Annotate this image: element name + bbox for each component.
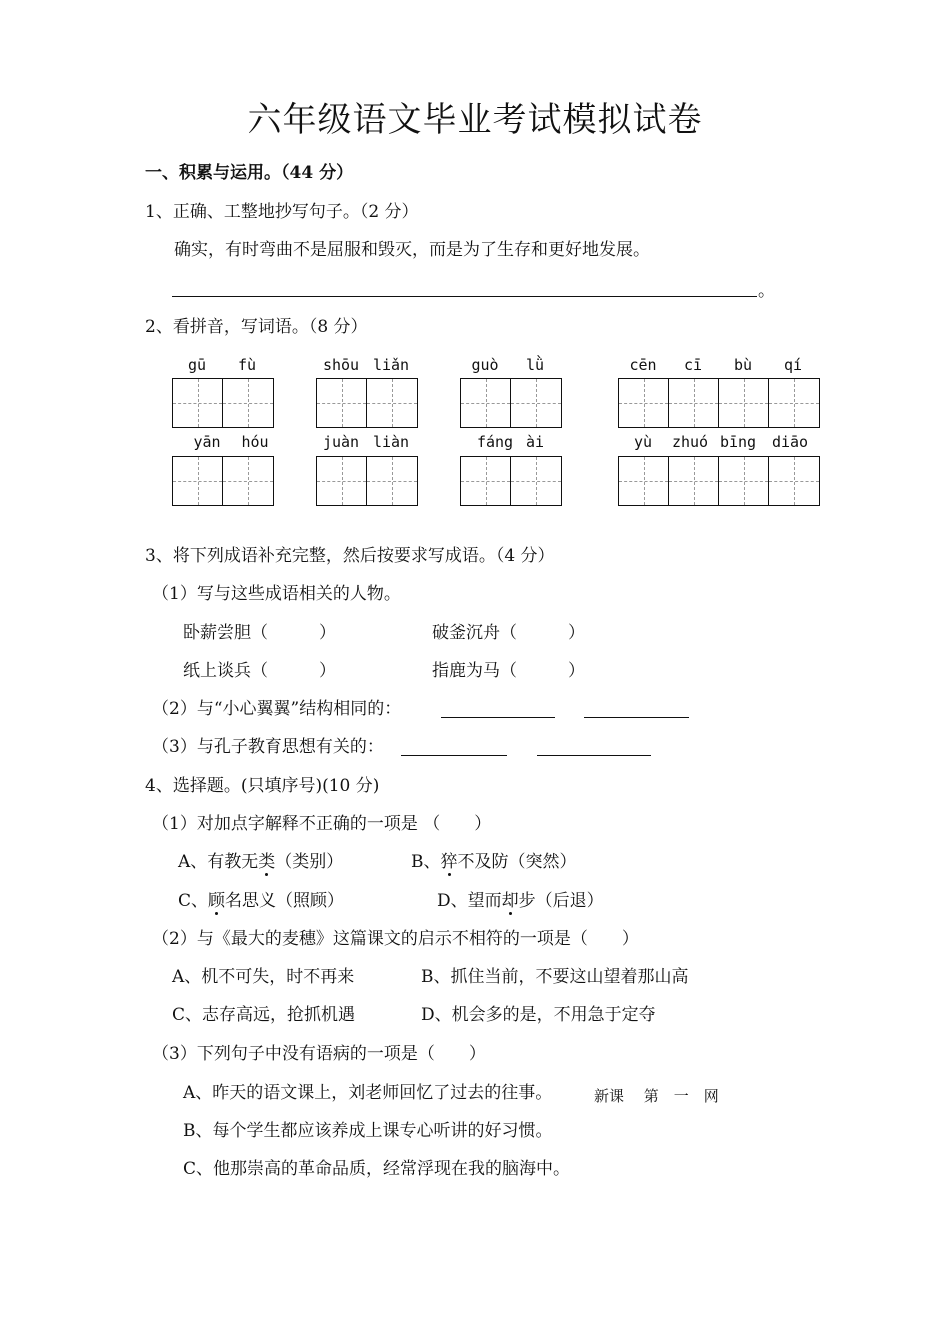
dotted-character: 却 [501, 891, 519, 911]
character-grid[interactable] [618, 378, 820, 428]
option-c[interactable] [178, 890, 344, 912]
pinyin-label: gū [187, 356, 207, 374]
pinyin-label: juàn [322, 433, 360, 451]
sub-question: （3）下列句子中没有语病的一项是（ ） [152, 1044, 486, 1064]
pinyin-label: bù [733, 356, 753, 374]
option-a[interactable]: A、机不可失，时不再来 [172, 967, 355, 987]
sub-question: （2）与“小心翼翼”结构相同的： [152, 699, 402, 719]
character-cell[interactable] [719, 457, 769, 505]
option-text: 不及防（突然） [457, 852, 577, 872]
character-cell[interactable] [367, 457, 417, 505]
dotted-character: 类 [258, 852, 276, 872]
character-grid[interactable] [460, 378, 562, 428]
answer-line[interactable] [172, 296, 757, 297]
sub-question: （3）与孔子教育思想有关的： [152, 737, 384, 757]
sub-question: （2）与《最大的麦穗》这篇课文的启示不相符的一项是（ ） [152, 929, 639, 949]
idiom-blank[interactable]: 指鹿为马（ ） [432, 661, 585, 681]
character-cell[interactable] [461, 457, 511, 505]
pinyin-label: cī [683, 356, 703, 374]
character-cell[interactable] [719, 379, 769, 427]
character-cell[interactable] [619, 379, 669, 427]
idiom-blank[interactable]: 破釜沉舟（ ） [432, 623, 585, 643]
answer-line[interactable] [401, 755, 507, 756]
sub-question: （1）对加点字解释不正确的一项是 （ ） [152, 814, 492, 834]
section-heading: 一、积累与运用。（44 分） [145, 163, 354, 183]
answer-line[interactable] [584, 717, 689, 718]
character-grid[interactable] [460, 456, 562, 506]
pinyin-label: cēn [629, 356, 657, 374]
question-1-prompt: 1、正确、工整地抄写句子。（2 分） [145, 202, 419, 222]
character-grid[interactable] [618, 456, 820, 506]
question-1-sentence: 确实，有时弯曲不是屈服和毁灭，而是为了生存和更好地发展。 [174, 240, 650, 260]
pinyin-label: qí [783, 356, 803, 374]
pinyin-label: fù [237, 356, 257, 374]
pinyin-label: fáng [476, 433, 514, 451]
character-cell[interactable] [669, 457, 719, 505]
pinyin-label: zhuó [671, 433, 709, 451]
option-d[interactable] [437, 890, 604, 912]
option-text: （类别） [275, 852, 344, 872]
character-grid[interactable] [172, 456, 274, 506]
pinyin-label: yān [193, 433, 221, 451]
sub-question: （1）写与这些成语相关的人物。 [152, 584, 401, 604]
character-cell[interactable] [769, 379, 819, 427]
option-text: A、有教无 [178, 852, 259, 872]
character-cell[interactable] [173, 457, 223, 505]
answer-line[interactable] [441, 717, 555, 718]
idiom-blank[interactable]: 卧薪尝胆（ ） [183, 623, 336, 643]
pinyin-label: liǎn [372, 356, 410, 374]
question-4-prompt: 4、选择题。(只填序号)(10 分) [145, 776, 380, 796]
pinyin-label: bīng [719, 433, 757, 451]
character-cell[interactable] [461, 379, 511, 427]
character-cell[interactable] [511, 457, 561, 505]
question-2-prompt: 2、看拼音，写词语。（8 分） [145, 317, 368, 337]
page-title: 六年级语文毕业考试模拟试卷 [247, 100, 703, 140]
option-a[interactable] [178, 851, 343, 873]
option-text: C、 [178, 891, 209, 911]
dotted-character: 顾 [208, 891, 226, 911]
option-c[interactable]: C、他那崇高的革命品质，经常浮现在我的脑海中。 [183, 1159, 571, 1179]
pinyin-label: hóu [241, 433, 269, 451]
character-grid[interactable] [316, 456, 418, 506]
character-cell[interactable] [669, 379, 719, 427]
character-cell[interactable] [511, 379, 561, 427]
pinyin-label: yù [633, 433, 653, 451]
character-cell[interactable] [317, 379, 367, 427]
character-grid[interactable] [172, 378, 274, 428]
character-cell[interactable] [173, 379, 223, 427]
pinyin-label: diāo [771, 433, 809, 451]
watermark-text: 新课 第 一 网 [594, 1087, 719, 1105]
character-cell[interactable] [619, 457, 669, 505]
pinyin-label: liàn [372, 433, 410, 451]
idiom-blank[interactable]: 纸上谈兵（ ） [183, 661, 336, 681]
character-cell[interactable] [223, 379, 273, 427]
pinyin-label: ài [525, 433, 545, 451]
option-c[interactable]: C、志存高远，抢抓机遇 [172, 1005, 356, 1025]
option-b[interactable]: B、每个学生都应该养成上课专心听讲的好习惯。 [183, 1121, 553, 1141]
character-grid[interactable] [316, 378, 418, 428]
option-text: D、望而 [437, 891, 502, 911]
option-text: 名思义（照顾） [225, 891, 345, 911]
question-3-prompt: 3、将下列成语补充完整，然后按要求写成语。（4 分） [145, 546, 555, 566]
character-cell[interactable] [769, 457, 819, 505]
option-b[interactable] [411, 851, 577, 873]
pinyin-label: lǜ [525, 356, 545, 374]
option-d[interactable]: D、机会多的是，不用急于定夺 [421, 1005, 656, 1025]
dotted-character: 猝 [440, 852, 458, 872]
character-cell[interactable] [367, 379, 417, 427]
character-cell[interactable] [317, 457, 367, 505]
option-text: B、 [411, 852, 441, 872]
option-b[interactable]: B、抓住当前，不要这山望着那山高 [421, 967, 689, 987]
pinyin-label: shōu [322, 356, 360, 374]
answer-line[interactable] [537, 755, 651, 756]
option-text: 步（后退） [518, 891, 604, 911]
character-cell[interactable] [223, 457, 273, 505]
pinyin-label: guò [471, 356, 499, 374]
option-a[interactable]: A、昨天的语文课上，刘老师回忆了过去的往事。 [183, 1083, 553, 1103]
end-mark: 。 [758, 281, 775, 301]
